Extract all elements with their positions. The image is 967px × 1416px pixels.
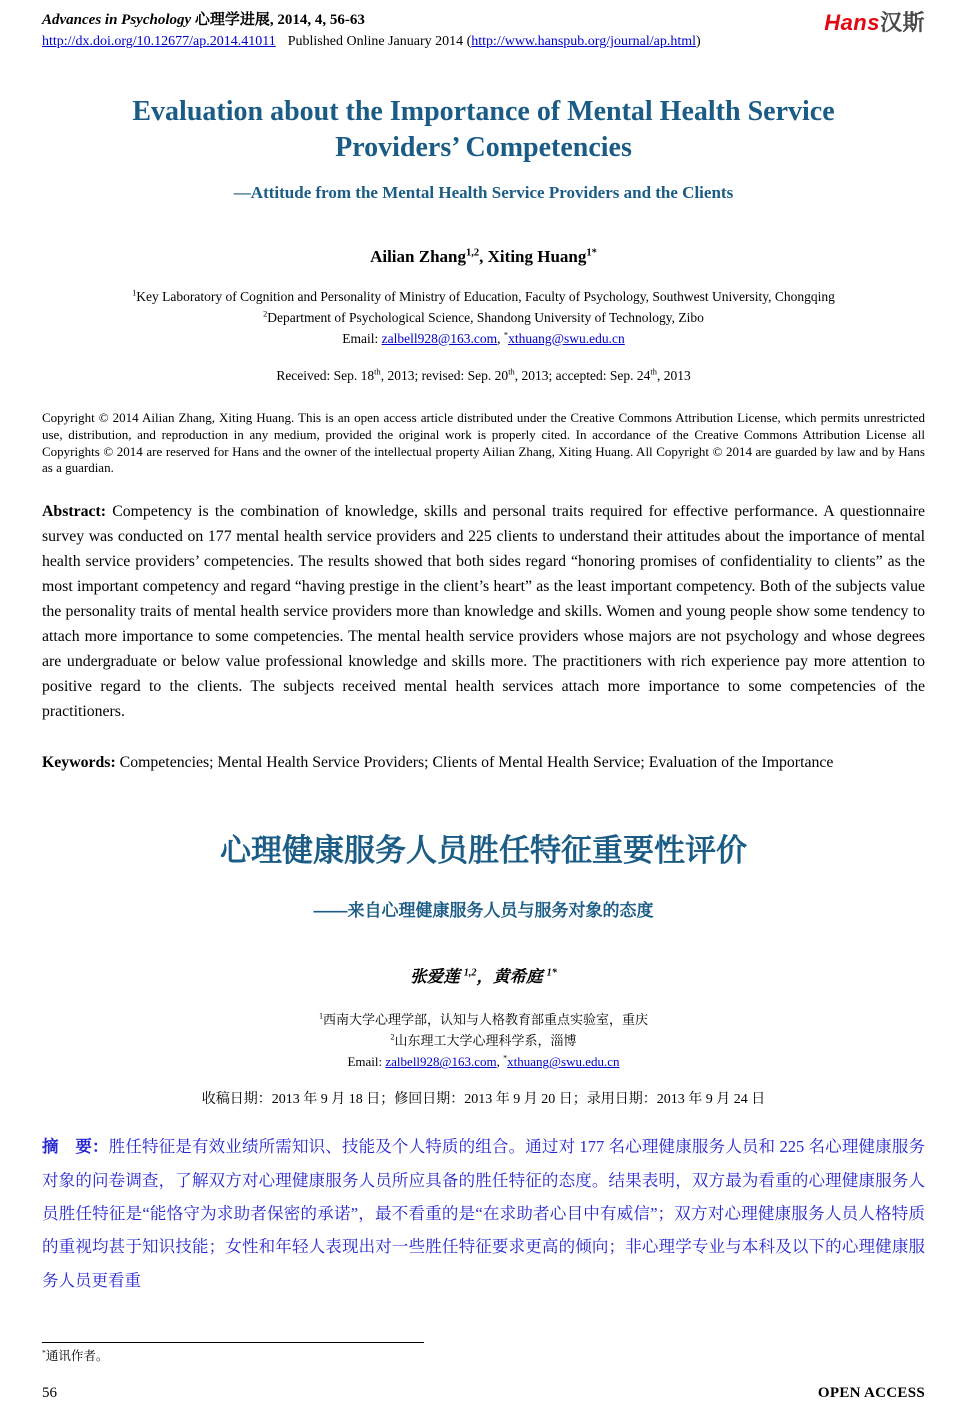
doi-link[interactable]: http://dx.doi.org/10.12677/ap.2014.41011 [42, 34, 276, 49]
affiliation-2-sup: 2 [263, 309, 268, 319]
affiliation-1-text: Key Laboratory of Cognition and Personality of Ministry of Education, Faculty of Psychology, Southwest University, Chongqing [136, 288, 835, 304]
keywords-label-en: Keywords: [42, 753, 120, 771]
email-label: Email: [342, 330, 382, 346]
hans-logo [824, 6, 925, 37]
accepted-part: , 2013; accepted: Sep. 24 [514, 368, 651, 384]
paper-subtitle-zh: ——来自心理健康服务人员与服务对象的态度 [313, 901, 654, 921]
footnote [42, 1346, 925, 1364]
affiliation-1-en [42, 287, 925, 308]
affiliations-en [42, 287, 925, 350]
abstract-en [42, 500, 925, 725]
affiliation-1-zh-text: 西南大学心理学部，认知与人格教育部重点实验室，重庆 [323, 1012, 649, 1028]
footnote-text: 通讯作者。 [45, 1349, 109, 1363]
corresponding-author-sup: * [503, 330, 509, 339]
abstract-zh [42, 1130, 925, 1297]
revised-sup: th [508, 367, 515, 377]
affiliation-2-text: Department of Psychological Science, Shandong University of Technology, Zibo [267, 309, 704, 325]
email-separator-zh: , [496, 1054, 504, 1070]
author-1-en: Ailian Zhang [370, 246, 466, 266]
paper-title-en: Evaluation about the Importance of Mental Health Service Providers’ Competencies [132, 96, 835, 163]
page-footer [42, 1385, 925, 1402]
affiliation-2-zh-sup: 2 [390, 1032, 395, 1042]
journal-homepage-link[interactable]: http://www.hanspub.org/journal/ap.html [471, 34, 697, 49]
hans-logo-chinese: 汉斯 [879, 10, 925, 35]
received-sup: th [374, 367, 381, 377]
keywords-text-en: Competencies; Mental Health Service Providers; Clients of Mental Health Service; Evaluation of the Importance [119, 753, 834, 771]
abstract-label-zh: 摘 要： [42, 1137, 109, 1157]
affiliation-1-zh [42, 1009, 925, 1030]
abstract-label-en: Abstract: [42, 502, 113, 520]
abstract-text-zh: 胜任特征是有效业绩所需知识、技能及个人特质的组合。通过对 177 名心理健康服务人员和 225 名心理健康服务对象的问卷调查，了解双方对心理健康服务人员所应具备的胜任特征的态度。结果表明，双方最为看重的心理健康服务人员胜任特征是“能恪守为求助者保密的承诺”，最不看重的是“在求助者心目中有威信”；双方对心理健康服务人员人格特质的重视均甚于知识技能；女性和年轻人表现出对一些胜任特征要求更高的倾向；非心理学专业与本科及以下的心理健康服务人员更看重 [42, 1137, 926, 1290]
abstract-text-en: Competency is the combination of knowledge, skills and personal traits required for effective performance. A questionnaire survey was conducted on 177 mental health service providers and 225 clients to understand their attitudes about the importance of mental health service providers’ competencies. The results showed that both sides regard “honoring promises of confidentiality to clients” as the most important competency and regard “having prestige in the client’s heart” as the least important competency. Both of the subjects value the personality traits of mental health service providers more than knowledge and skills. Women and young people show some tendency to attach more importance to some competencies. The mental health service providers whose majors are not psychology and whose degrees are undergraduate or below value professional knowledge and skills more. The practitioners with rich experience pay more attention to positive regard to the clients. The subjects received mental health services attach more importance to some competencies of the practitioners. [42, 502, 925, 720]
paper-title-zh: 心理健康服务人员胜任特征重要性评价 [220, 833, 747, 869]
author-2-zh: ，黄希庭 [476, 967, 547, 987]
footnote-block [42, 1342, 925, 1364]
journal-header [42, 8, 925, 50]
affiliation-2-zh [42, 1030, 925, 1051]
email-line-en [42, 329, 925, 350]
keywords-en [42, 751, 925, 776]
email-link-2[interactable]: xthuang@swu.edu.cn [508, 330, 625, 346]
journal-issue-info: 心理学进展, 2014, 4, 56-63 [194, 12, 365, 28]
accepted-sup: th [650, 367, 657, 377]
hans-logo-latin: Hans [824, 10, 880, 35]
received-line-en [42, 368, 925, 384]
email-label-zh: Email: [347, 1054, 386, 1070]
published-online-close: ) [696, 34, 701, 49]
affiliation-1-zh-sup: 1 [318, 1011, 323, 1021]
journal-name: Advances in Psychology [42, 12, 192, 28]
author-1-zh-sup: 1,2 [463, 967, 477, 979]
corresponding-author-sup-zh: * [503, 1053, 508, 1063]
affiliation-2-en [42, 308, 925, 329]
affiliation-1-sup: 1 [132, 288, 137, 298]
received-part: Received: Sep. 18 [276, 368, 375, 384]
paper-subtitle-en: —Attitude from the Mental Health Service Providers and the Clients [233, 182, 734, 202]
page-number: 56 [42, 1385, 57, 1401]
affiliation-2-zh-text: 山东理工大学心理科学系，淄博 [394, 1033, 577, 1049]
open-access-label: OPEN ACCESS [817, 1385, 925, 1401]
doi-line [42, 34, 925, 50]
author-2-en: , Xiting Huang [479, 246, 587, 266]
footnote-divider [42, 1342, 424, 1343]
revised-part: , 2013; revised: Sep. 20 [380, 368, 509, 384]
dates-line-zh: 收稿日期：2013 年 9 月 18 日；修回日期：2013 年 9 月 20 日；录用日期：2013 年 9 月 24 日 [201, 1092, 766, 1108]
author-2-zh-sup: 1* [546, 967, 557, 979]
footnote-marker: * [42, 1347, 46, 1357]
email-link-1[interactable]: zalbell928@163.com [381, 330, 498, 346]
journal-title-line [42, 8, 925, 29]
author-1-affil-sup: 1,2 [465, 247, 480, 258]
received-tail: , 2013 [656, 368, 691, 384]
email-link-1-zh[interactable]: zalbell928@163.com [385, 1054, 497, 1070]
copyright-notice: Copyright © 2014 Ailian Zhang, Xiting Huang. This is an open access article distributed under the Creative Commons Attribution License, which permits unrestricted use, distribution, and reproduction in any medium, provided the original work is properly cited. In accordance of the Creative Commons Attribution License all Copyrights © 2014 are reserved for Hans and the owner of the intellectual property Ailian Zhang, Xiting Huang. All Copyright © 2014 are guarded by law and by Hans as a guardian. [42, 410, 925, 476]
email-line-zh [42, 1051, 925, 1072]
email-link-2-zh[interactable]: xthuang@swu.edu.cn [507, 1054, 620, 1070]
affiliations-zh [42, 1009, 925, 1072]
email-separator: , [497, 330, 504, 346]
author-1-zh: 张爱莲 [410, 967, 464, 987]
published-online-text: Published Online January 2014 ( [287, 34, 472, 49]
author-2-affil-sup: 1* [586, 247, 597, 258]
authors-en [42, 247, 925, 267]
authors-zh [42, 963, 925, 987]
